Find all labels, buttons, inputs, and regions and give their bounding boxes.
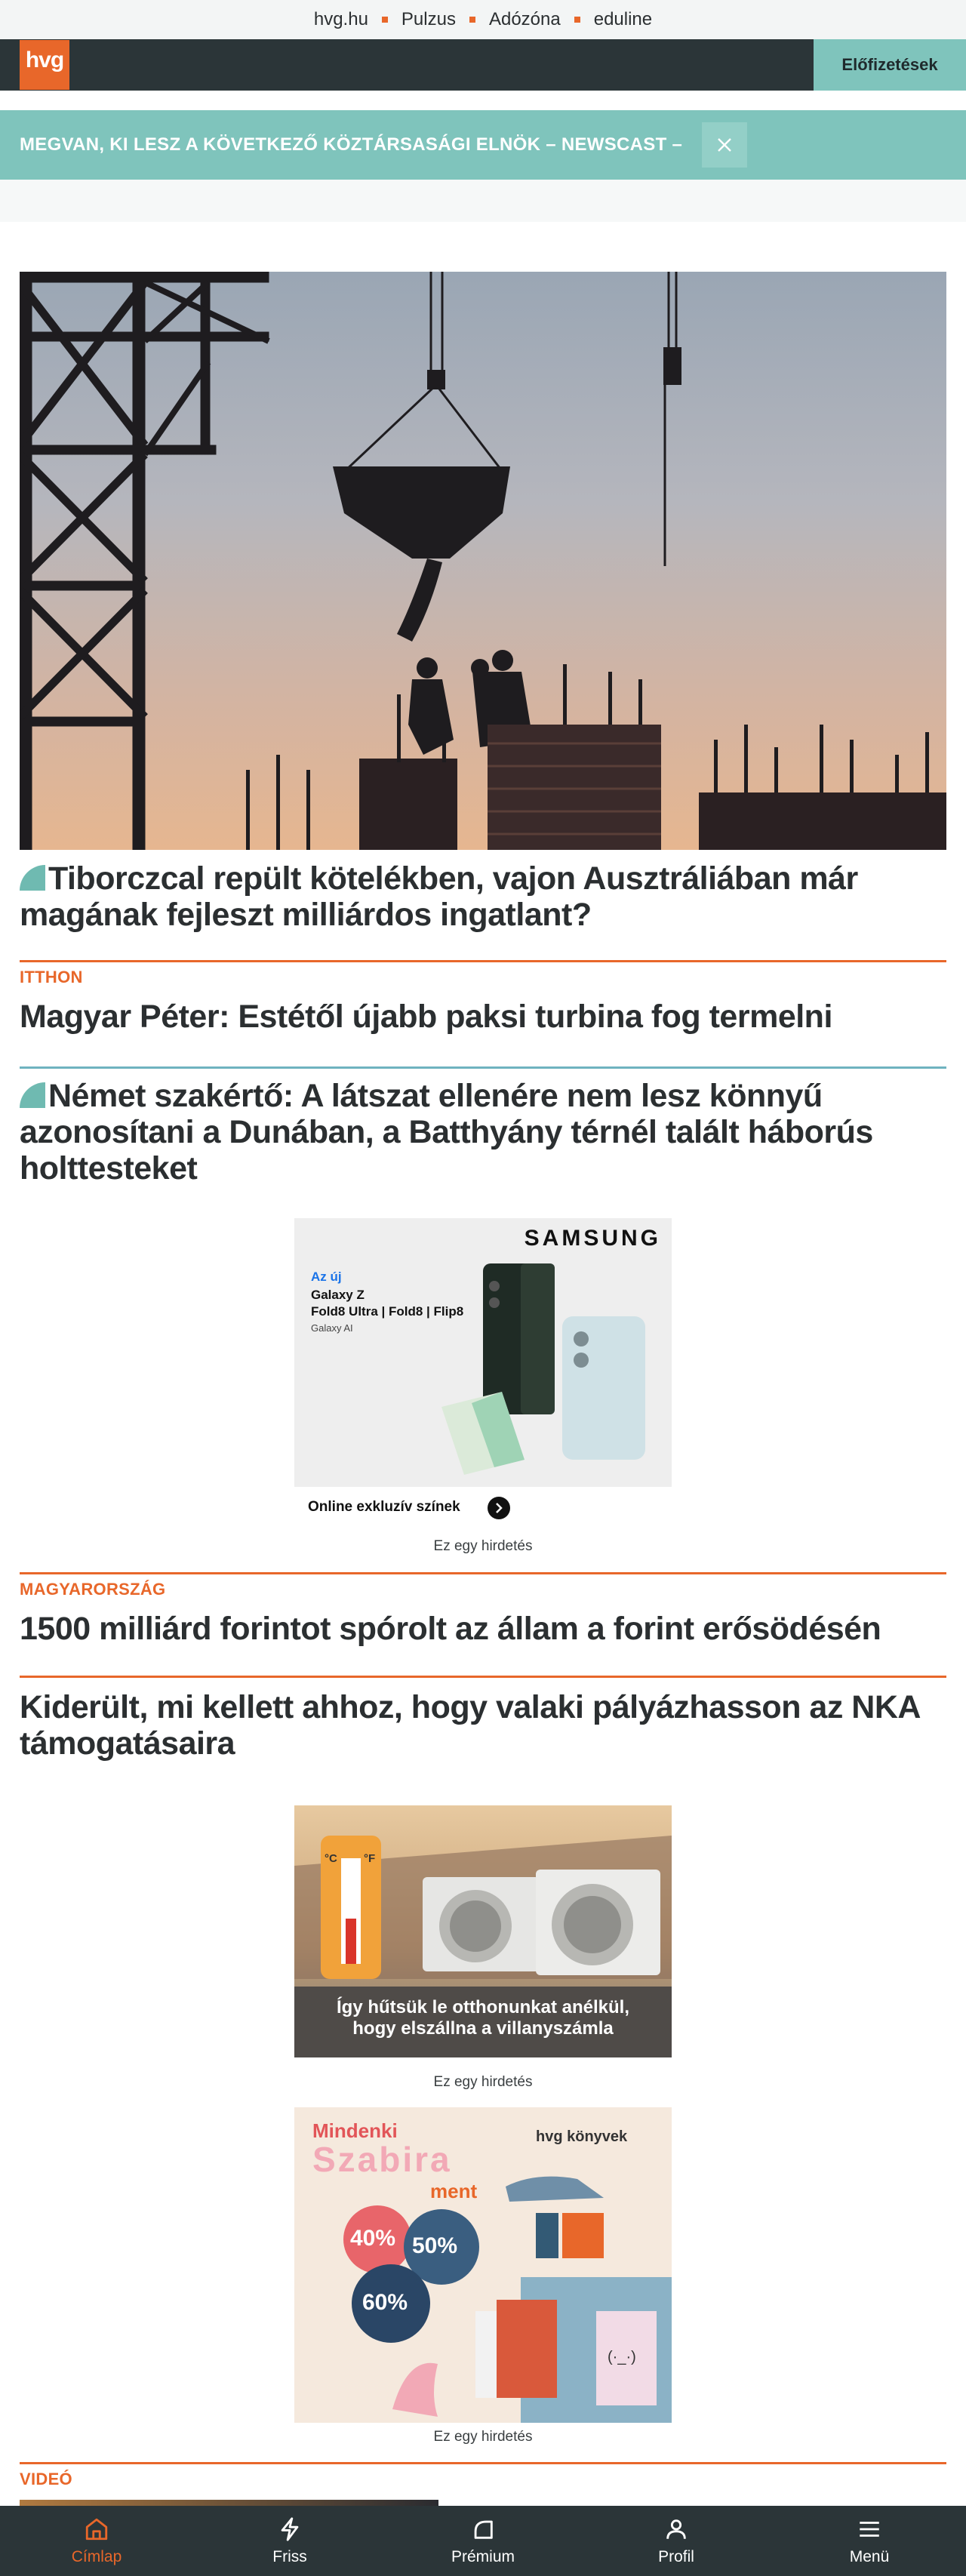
ad-text: Fold8 Ultra | Fold8 | Flip8 bbox=[311, 1304, 464, 1319]
nav-item-cimlap[interactable] bbox=[21, 2516, 172, 2566]
nav-item-friss[interactable] bbox=[214, 2516, 365, 2566]
divider bbox=[20, 1066, 946, 1069]
ad-text: 40% bbox=[350, 2226, 396, 2251]
hvg-logo[interactable]: hvg bbox=[20, 40, 69, 90]
nav-label: Profil bbox=[658, 2547, 694, 2565]
ad-text: °C bbox=[325, 1852, 337, 1865]
ad-caption[interactable]: Így hűtsük le otthonunkat anélkül, hogy elszállna a villanyszámla bbox=[336, 1997, 630, 2039]
separator-dot bbox=[469, 17, 475, 23]
nav-item-premium[interactable] bbox=[408, 2516, 558, 2566]
breaking-news-banner[interactable] bbox=[0, 110, 966, 180]
partner-link-hvg[interactable]: hvg.hu bbox=[313, 9, 368, 29]
hvg-konyvek-ad[interactable] bbox=[294, 2107, 672, 2423]
video-thumbnail[interactable] bbox=[20, 2500, 438, 2506]
rubric-video[interactable]: VIDEÓ bbox=[20, 2470, 72, 2488]
samsung-logo: SAMSUNG bbox=[524, 1226, 661, 1251]
article-title[interactable]: Német szakértő: A látszat ellenére nem lesz könnyű azonosítani a Dunában, a Batthyány térnél talált háborús holttesteket bbox=[20, 1078, 873, 1186]
subscribe-button[interactable]: Előfizetések bbox=[814, 39, 966, 91]
premium-quarter-icon bbox=[20, 1082, 45, 1108]
ad-text: Galaxy AI bbox=[311, 1322, 353, 1334]
rubric-magyarorszag[interactable]: MAGYARORSZÁG bbox=[20, 1580, 166, 1599]
bottom-navigation bbox=[0, 2506, 966, 2576]
article-headline[interactable] bbox=[20, 1078, 946, 1186]
nav-item-profil[interactable] bbox=[601, 2516, 752, 2566]
divider bbox=[20, 2462, 946, 2464]
lightning-icon bbox=[277, 2516, 303, 2542]
divider bbox=[20, 960, 946, 962]
ad-cta[interactable]: Online exkluzív színek bbox=[308, 1499, 460, 1515]
nav-label: Menü bbox=[849, 2547, 890, 2565]
divider bbox=[20, 1676, 946, 1678]
hero-image[interactable] bbox=[20, 272, 946, 850]
partner-link-pulzus[interactable]: Pulzus bbox=[401, 9, 456, 29]
phones-illustration bbox=[430, 1256, 664, 1482]
samsung-ad[interactable] bbox=[294, 1218, 672, 1528]
partner-bar bbox=[0, 0, 966, 39]
ad-label: Ez egy hirdetés bbox=[433, 1538, 533, 1554]
banner-text[interactable]: MEGVAN, KI LESZ A KÖVETKEZŐ KÖZTÁRSASÁGI ELNÖK – NEWSCAST – bbox=[20, 134, 683, 155]
separator-dot bbox=[382, 17, 388, 23]
banner-spacer bbox=[0, 180, 966, 222]
construction-silhouette bbox=[20, 272, 946, 850]
hvg-konyvek-logo: hvg könyvek bbox=[536, 2128, 628, 2145]
ad-text: Szabira bbox=[312, 2140, 452, 2179]
article-title[interactable]: 1500 milliárd forintot spórolt az állam a forint erősödésén bbox=[20, 1611, 881, 1647]
ad-text: °F bbox=[364, 1852, 376, 1865]
ad-image bbox=[294, 1218, 672, 1487]
close-icon bbox=[715, 136, 734, 154]
ad-text: 60% bbox=[362, 2290, 408, 2315]
banner-close-button[interactable] bbox=[702, 122, 747, 168]
premium-icon bbox=[470, 2516, 496, 2542]
hero-headline[interactable] bbox=[20, 860, 946, 933]
nav-item-menu[interactable] bbox=[794, 2516, 945, 2566]
site-header bbox=[0, 39, 966, 91]
air-conditioner-ad[interactable] bbox=[294, 1805, 672, 2057]
partner-link-adozona[interactable]: Adózóna bbox=[488, 9, 561, 29]
ad-text: Az új bbox=[311, 1270, 342, 1284]
menu-icon bbox=[857, 2516, 882, 2542]
home-icon bbox=[84, 2516, 109, 2542]
article-title[interactable]: Kiderült, mi kellett ahhoz, hogy valaki pályázhasson az NKA támogatásaira bbox=[20, 1689, 920, 1762]
hero-title[interactable]: Tiborczcal repült kötelékben, vajon Ausztráliában már magának fejleszt milliárdos ingatlant? bbox=[20, 860, 858, 933]
nav-label: Címlap bbox=[71, 2547, 122, 2565]
rubric-itthon[interactable]: ITTHON bbox=[20, 968, 83, 986]
ad-text: Galaxy Z bbox=[311, 1288, 365, 1302]
article-title[interactable]: Magyar Péter: Estétől újabb paksi turbina fog termelni bbox=[20, 999, 832, 1035]
premium-quarter-icon bbox=[20, 865, 45, 891]
ad-label: Ez egy hirdetés bbox=[433, 2074, 533, 2090]
arrow-right-icon[interactable] bbox=[488, 1497, 510, 1519]
nav-label: Friss bbox=[272, 2547, 307, 2565]
ad-label: Ez egy hirdetés bbox=[433, 2429, 533, 2445]
ad-text: (·_·) bbox=[608, 2349, 636, 2365]
separator-dot bbox=[574, 17, 580, 23]
partner-link-eduline[interactable]: eduline bbox=[593, 9, 653, 29]
ad-text: ment bbox=[430, 2180, 478, 2202]
ad-text: Mindenki bbox=[312, 2119, 398, 2142]
profile-icon bbox=[663, 2516, 689, 2542]
ad-text: 50% bbox=[412, 2233, 458, 2258]
nav-label: Prémium bbox=[451, 2547, 515, 2565]
divider bbox=[20, 1572, 946, 1574]
